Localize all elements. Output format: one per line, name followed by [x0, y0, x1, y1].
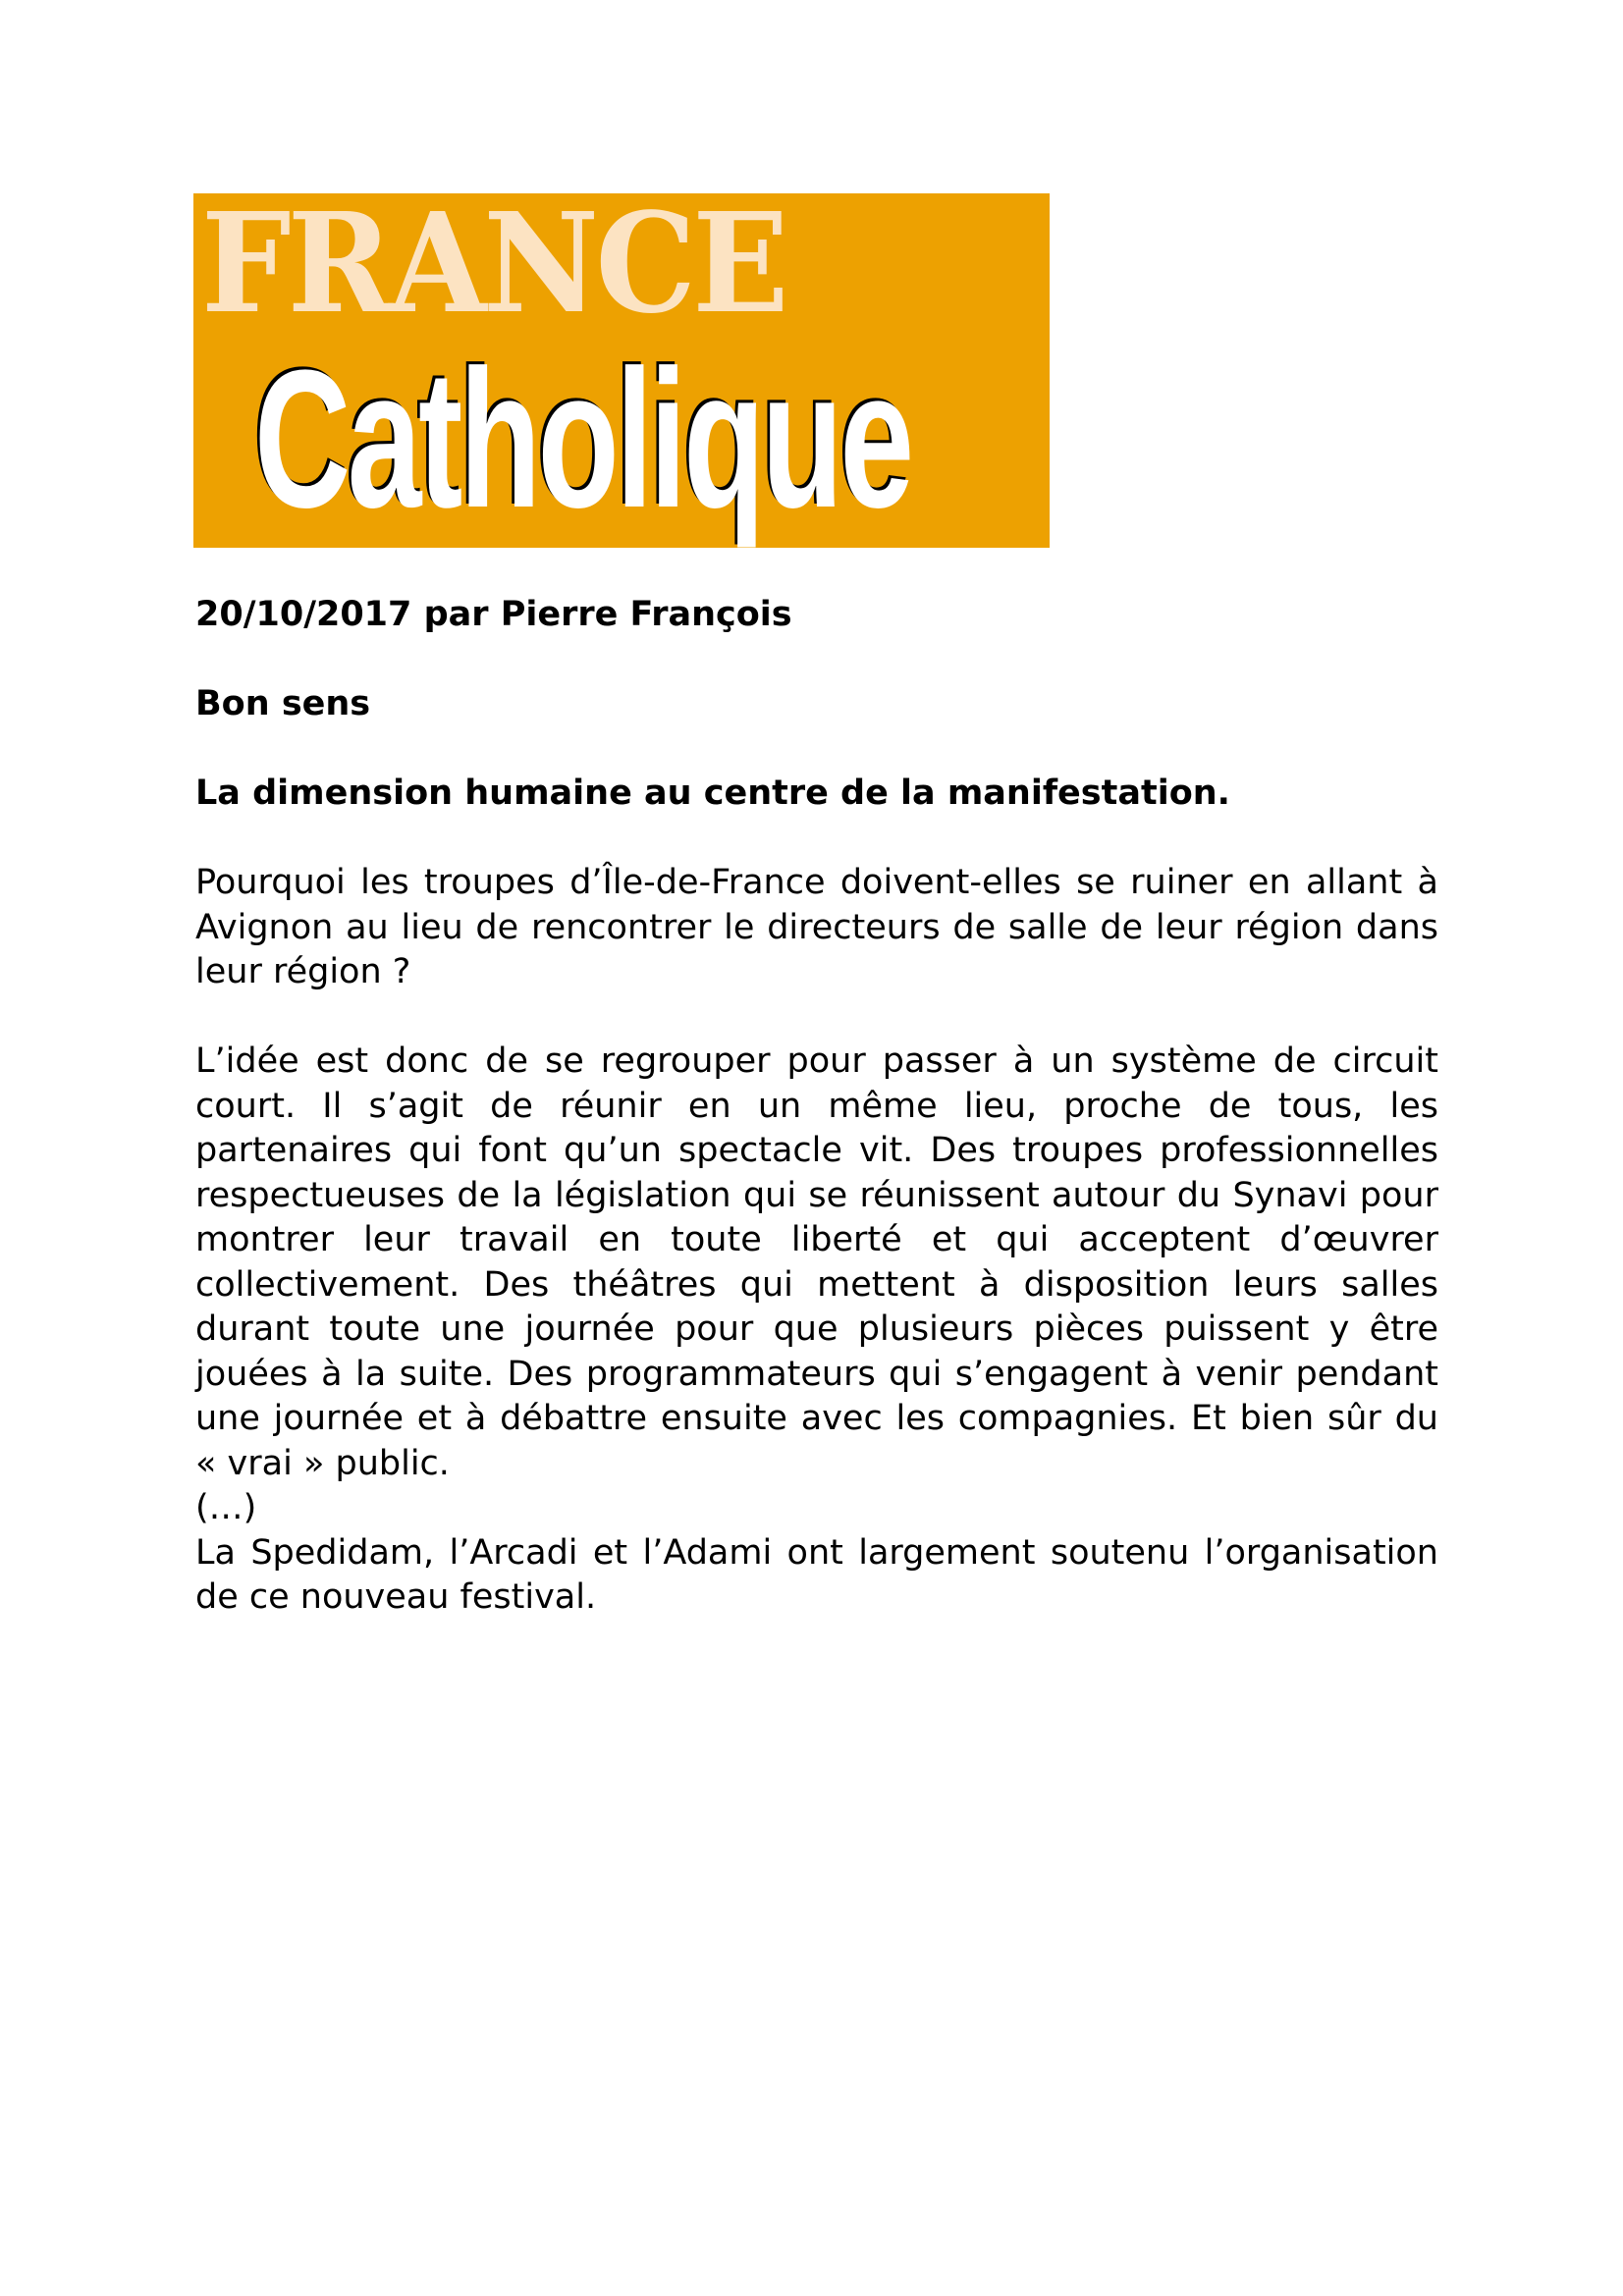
france-catholique-logo — [193, 193, 1050, 548]
logo-text-france: FRANCE — [201, 193, 785, 345]
article-ellipsis: (…) — [195, 1488, 257, 1527]
article-paragraph: Pourquoi les troupes d’Île-de-France doivent-elles se ruiner en allant à Avignon au lieu de rencontrer le directeurs de salle de leur région dans leur région ? — [195, 863, 1438, 991]
article-paragraph: La Spedidam, l’Arcadi et l’Adami ont largement soutenu l’organisation de ce nouveau festival. — [195, 1532, 1438, 1617]
article-byline: 20/10/2017 par Pierre François — [195, 595, 792, 634]
article-headline: La dimension humaine au centre de la manifestation. — [195, 774, 1230, 813]
logo-text-catholique: Catholique — [254, 330, 911, 548]
article — [195, 593, 1438, 1621]
article-paragraph: L’idée est donc de se regrouper pour passer à un système de circuit court. Il s’agit de réunir en un même lieu, proche de tous, les partenaires qui font qu’un spectacle vit. Des troupes professionnelles respectueuses de la législation qui se réunissent autour du Synavi pour montrer leur travail en toute liberté et qui acceptent d’œuvrer collectivement. Des théâtres qui mettent à disposition leurs salles durant toute une journée pour que plusieurs pièces puissent y être jouées à la suite. Des programmateurs qui s’engagent à venir pendant une journée et à débattre ensuite avec les compagnies. Et bien sûr du « vrai » public. — [195, 1041, 1438, 1483]
article-section: Bon sens — [195, 684, 371, 723]
